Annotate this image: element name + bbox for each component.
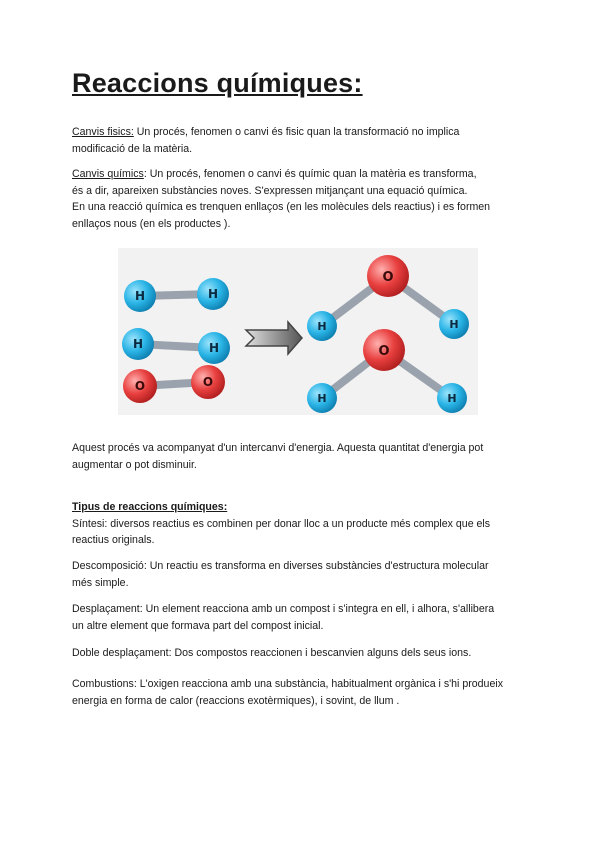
atom-label: H	[449, 318, 459, 331]
combustions-paragraph	[72, 676, 532, 709]
combustions-line2: energia en forma de calor (reaccions exotèrmiques), i sovint, de llum .	[72, 694, 400, 707]
energia-line2: augmentar o pot disminuir.	[72, 458, 197, 471]
atom-label: H	[134, 289, 146, 303]
reaction-diagram	[118, 248, 478, 415]
h2o-molecule-2	[307, 329, 467, 413]
arrow-icon	[246, 322, 302, 354]
atom-label: H	[317, 320, 327, 333]
energia-line1: Aquest procés va acompanyat d'un intercanvi d'energia. Aquesta quantitat d'energia pot	[72, 442, 484, 454]
sintesi-line2: reactius originals.	[72, 534, 155, 546]
descomposicio-line1: Descomposició: Un reactiu es transforma en diverses substàncies d'estructura molecular	[72, 560, 489, 572]
descomposicio-paragraph	[72, 558, 532, 591]
h2o-molecule-1	[307, 255, 469, 341]
doble-line1: Doble desplaçament: Dos compostos reaccionen i bescanvien alguns dels seus ions.	[72, 647, 472, 659]
combustions-line1: Combustions: L'oxigen reacciona amb una substància, habitualment orgànica i s'hi produeix	[72, 678, 503, 690]
atom-label: O	[134, 379, 146, 393]
reaction-arrow	[246, 322, 302, 354]
atom-label: O	[202, 375, 214, 389]
atom-label: O	[382, 270, 394, 285]
atom-label: H	[207, 287, 219, 301]
energia-paragraph	[72, 440, 532, 473]
tipus-heading: Tipus de reaccions químiques:	[72, 501, 228, 513]
atom-label: H	[447, 392, 457, 405]
canvis-fisics-label: Canvis fisics:	[72, 126, 134, 138]
atom-label: O	[378, 344, 390, 359]
canvis-quimics-line4: enllaços nous (en els productes ).	[72, 217, 231, 230]
tipus-section	[72, 499, 532, 549]
canvis-fisics-paragraph	[72, 124, 532, 157]
canvis-quimics-line2: és a dir, apareixen substàncies noves. S'expressen mitjançant una equació química.	[72, 184, 468, 197]
atom-label: H	[208, 341, 220, 355]
desplacament-paragraph	[72, 601, 532, 634]
atom-label: H	[132, 337, 144, 351]
desplacament-line2: un altre element que formava part del compost inicial.	[72, 619, 324, 632]
h2-molecule-1	[124, 278, 229, 312]
doble-desplacament-paragraph	[72, 645, 532, 662]
canvis-quimics-line1: : Un procés, fenomen o canvi és químic quan la matèria es transforma,	[143, 168, 477, 180]
o2-molecule	[123, 365, 225, 403]
atom-label: H	[317, 392, 327, 405]
descomposicio-line2: més simple.	[72, 576, 129, 589]
reaction-figure	[118, 248, 478, 415]
desplacament-line1: Desplaçament: Un element reacciona amb un compost i s'integra en ell, i alhora, s'allibera	[72, 603, 495, 615]
canvis-quimics-label: Canvis químics	[72, 168, 144, 180]
canvis-quimics-line3: En una reacció química es trenquen enllaços (en les molècules dels reactius) i es formen	[72, 201, 491, 213]
canvis-fisics-text-line1: Un procés, fenomen o canvi és fisic quan la transformació no implica	[133, 126, 460, 138]
canvis-quimics-paragraph	[72, 166, 532, 232]
sintesi-line1: Síntesi: diversos reactius es combinen per donar lloc a un producte més complex que els	[72, 517, 491, 530]
h2-molecule-2	[122, 328, 230, 364]
canvis-fisics-text-line2: modificació de la matèria.	[72, 142, 193, 155]
page-title: Reaccions químiques:	[72, 68, 363, 98]
